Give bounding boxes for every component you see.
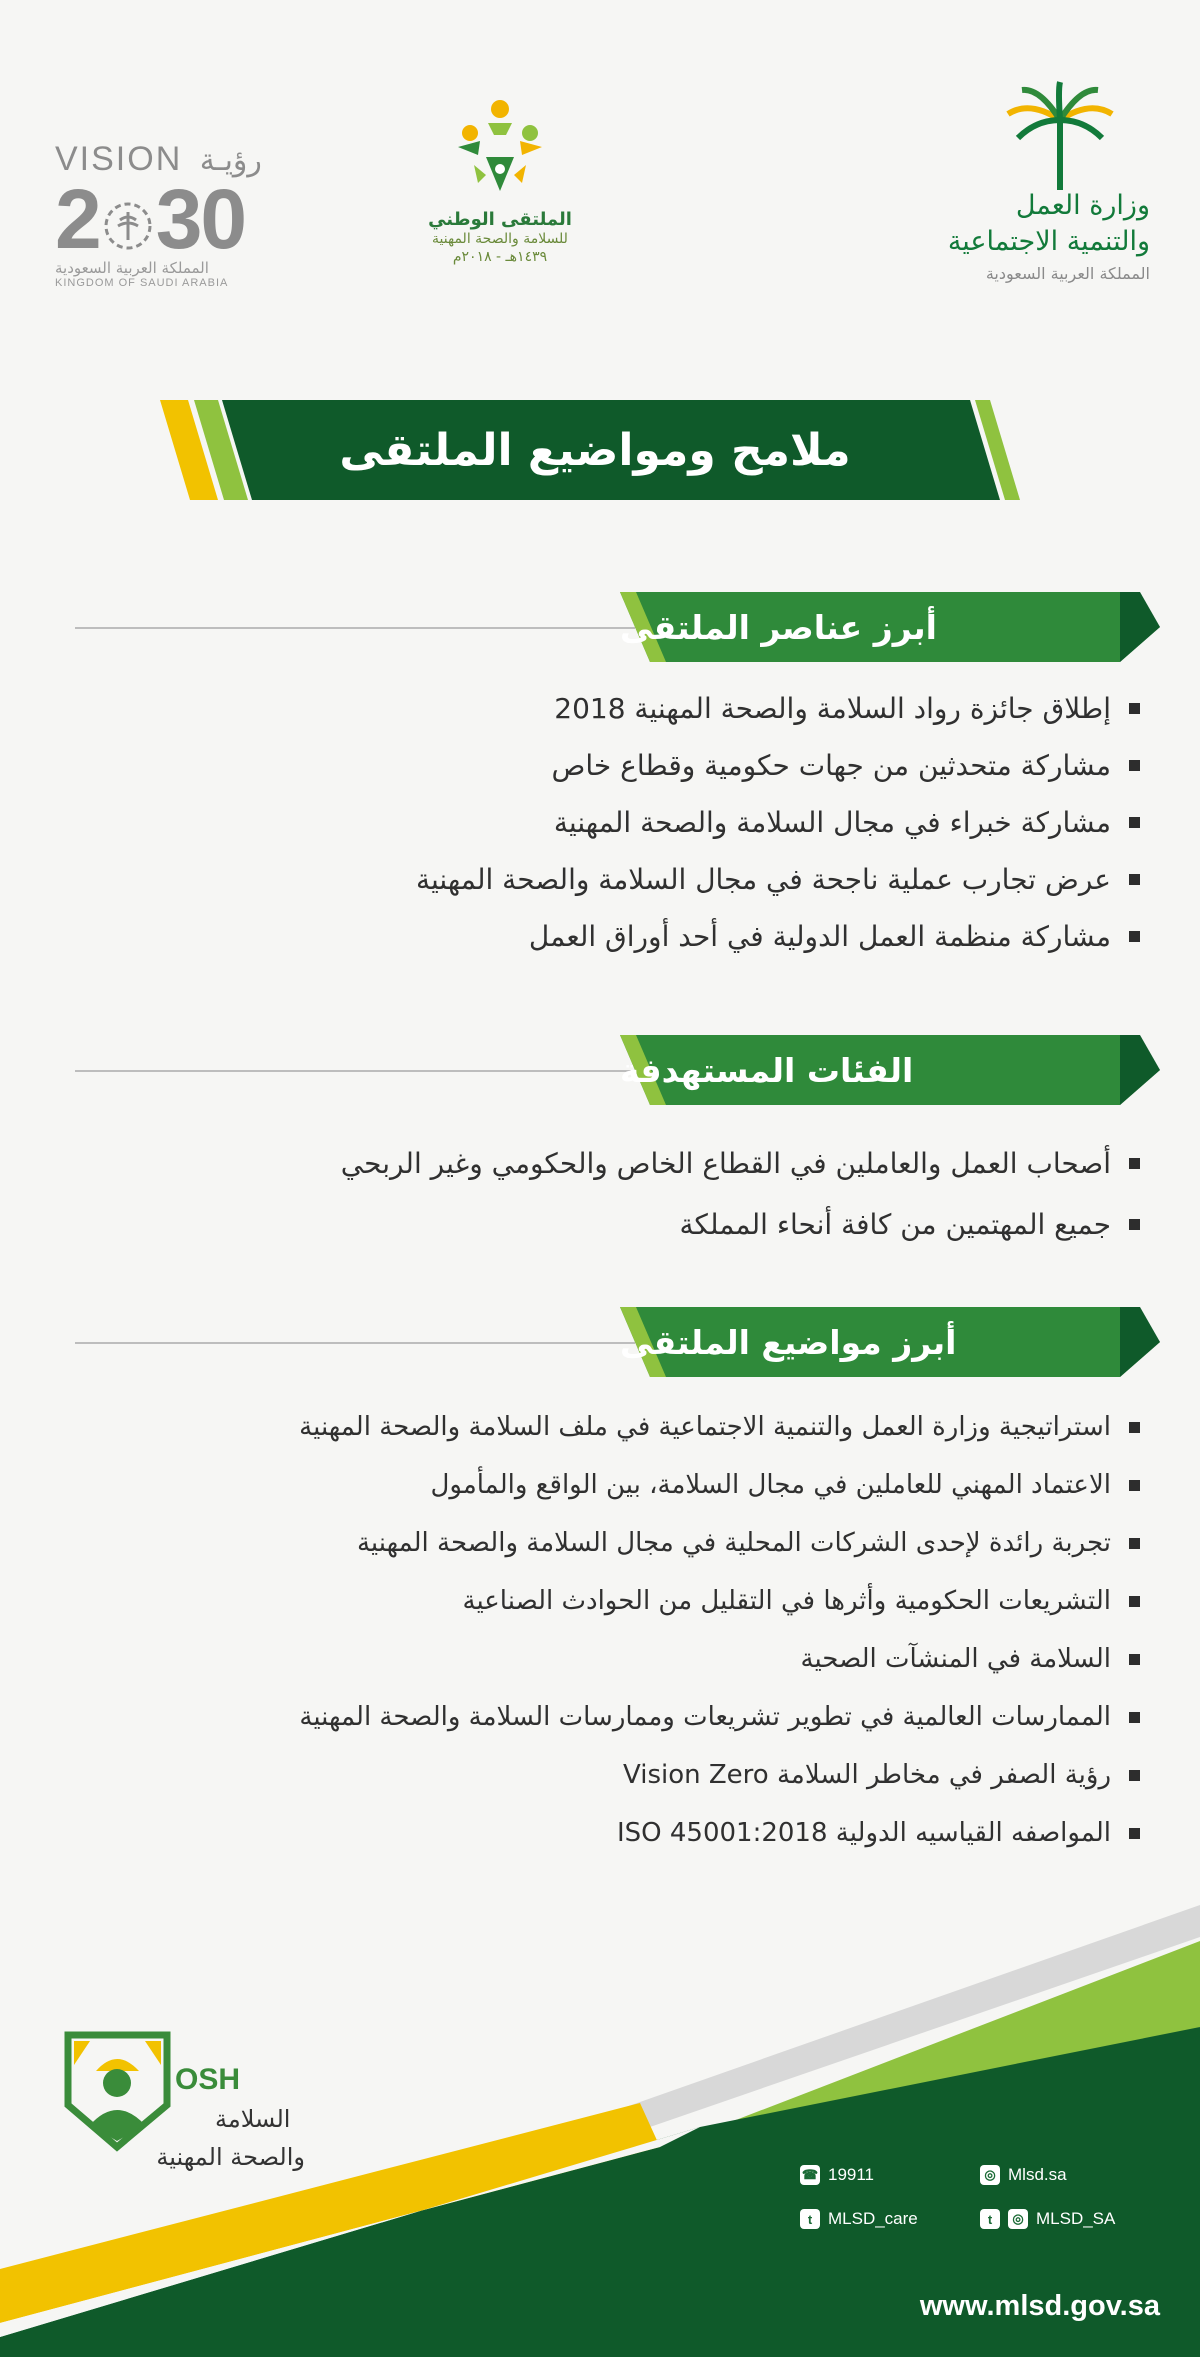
list-item-text: استراتيجية وزارة العمل والتنمية الاجتماعية في ملف السلامة والصحة المهنية bbox=[299, 1412, 1111, 1442]
forum-logo bbox=[355, 95, 645, 315]
forum-emblem-icon bbox=[430, 95, 570, 205]
contact-twitter-care[interactable] bbox=[800, 2209, 918, 2229]
topics-list bbox=[20, 1398, 1140, 1862]
list-item bbox=[20, 680, 1140, 737]
list-item-text: رؤية الصفر في مخاطر السلامة Vision Zero bbox=[623, 1760, 1111, 1790]
list-item bbox=[20, 1804, 1140, 1862]
list-item bbox=[20, 1398, 1140, 1456]
ministry-name-line2: والتنمية الاجتماعية bbox=[947, 226, 1150, 257]
list-item-text: التشريعات الحكومية وأثرها في التقليل من الحوادث الصناعية bbox=[462, 1586, 1111, 1616]
worker-shield-icon bbox=[60, 2025, 175, 2155]
bullet-square-icon bbox=[1129, 1219, 1140, 1230]
elements-list bbox=[20, 680, 1140, 965]
vision-word-ar: رؤيـة bbox=[199, 143, 262, 178]
audience-list bbox=[20, 1133, 1140, 1255]
instagram-icon: ◎ bbox=[1008, 2209, 1028, 2229]
section-title: أبرز مواضيع الملتقى bbox=[620, 1322, 957, 1362]
section-divider bbox=[75, 1070, 635, 1072]
twitter-care-handle: MLSD_care bbox=[828, 2209, 918, 2228]
website-link[interactable]: www.mlsd.gov.sa bbox=[919, 2290, 1160, 2322]
ministry-logo bbox=[850, 80, 1150, 320]
section-title: أبرز عناصر الملتقى bbox=[620, 607, 937, 647]
vision-year-right: 30 bbox=[155, 172, 246, 266]
list-item bbox=[20, 794, 1140, 851]
bullet-square-icon bbox=[1129, 1596, 1140, 1607]
list-item-text: المواصفه القياسيه الدولية ISO 45001:2018 bbox=[616, 1818, 1111, 1848]
forum-date: ١٤٣٩هـ - ٢٠١٨م bbox=[452, 249, 548, 265]
osh-line2: والصحة المهنية bbox=[156, 2143, 305, 2171]
list-item-text: مشاركة متحدثين من جهات حكومية وقطاع خاص bbox=[551, 749, 1111, 782]
ministry-country: المملكة العربية السعودية bbox=[985, 264, 1150, 283]
palm-emblem-icon bbox=[102, 200, 154, 252]
site-short: Mlsd.sa bbox=[1008, 2165, 1067, 2184]
vision-word: VISION bbox=[55, 140, 183, 178]
twitter-icon: t bbox=[980, 2209, 1000, 2229]
contact-phone[interactable] bbox=[800, 2165, 874, 2185]
list-item bbox=[20, 1572, 1140, 1630]
list-item bbox=[20, 1630, 1140, 1688]
section-title: الفئات المستهدفة bbox=[620, 1050, 914, 1090]
bullet-square-icon bbox=[1129, 1828, 1140, 1839]
contact-info bbox=[800, 2165, 1160, 2275]
bullet-square-icon bbox=[1129, 874, 1140, 885]
twitter-icon: t bbox=[800, 2209, 820, 2229]
bullet-square-icon bbox=[1129, 760, 1140, 771]
section-divider bbox=[75, 627, 635, 629]
main-banner bbox=[160, 400, 1030, 500]
ministry-name-line1: وزارة العمل bbox=[1015, 190, 1150, 221]
forum-title: الملتقى الوطني bbox=[428, 209, 572, 230]
section-header-elements bbox=[620, 592, 1160, 662]
list-item-text: أصحاب العمل والعاملين في القطاع الخاص والحكومي وغير الربحي bbox=[340, 1147, 1111, 1180]
list-item-text: مشاركة منظمة العمل الدولية في أحد أوراق العمل bbox=[528, 920, 1111, 953]
list-item bbox=[20, 1688, 1140, 1746]
section-header-audience bbox=[620, 1035, 1160, 1105]
bullet-square-icon bbox=[1129, 1422, 1140, 1433]
vision-year bbox=[55, 172, 315, 266]
instagram-icon: ◎ bbox=[980, 2165, 1000, 2185]
list-item-text: الممارسات العالمية في تطوير تشريعات وممارسات السلامة والصحة المهنية bbox=[299, 1702, 1111, 1732]
banner-title: ملامح ومواضيع الملتقى bbox=[339, 424, 851, 476]
bullet-square-icon bbox=[1129, 1654, 1140, 1665]
list-item bbox=[20, 1133, 1140, 1194]
bullet-square-icon bbox=[1129, 1538, 1140, 1549]
vision-year-left: 2 bbox=[55, 172, 100, 266]
phone-number: 19911 bbox=[828, 2165, 875, 2184]
vision-2030-logo bbox=[55, 140, 315, 310]
bullet-square-icon bbox=[1129, 931, 1140, 942]
phone-icon: ☎ bbox=[800, 2165, 820, 2185]
list-item bbox=[20, 851, 1140, 908]
osh-label: OSH bbox=[175, 2063, 241, 2096]
bullet-square-icon bbox=[1129, 1712, 1140, 1723]
social-handle: MLSD_SA bbox=[1036, 2209, 1116, 2228]
section-divider bbox=[75, 1342, 635, 1344]
list-item-text: تجربة رائدة لإحدى الشركات المحلية في مجال السلامة والصحة المهنية bbox=[356, 1528, 1111, 1558]
list-item bbox=[20, 1456, 1140, 1514]
bullet-square-icon bbox=[1129, 1480, 1140, 1491]
contact-site[interactable] bbox=[980, 2165, 1067, 2185]
list-item bbox=[20, 908, 1140, 965]
list-item bbox=[20, 1194, 1140, 1255]
contact-social[interactable] bbox=[980, 2209, 1115, 2229]
list-item-text: الاعتماد المهني للعاملين في مجال السلامة، بين الواقع والمأمول bbox=[430, 1470, 1111, 1500]
bullet-square-icon bbox=[1129, 703, 1140, 714]
list-item bbox=[20, 1746, 1140, 1804]
list-item-text: السلامة في المنشآت الصحية bbox=[800, 1644, 1111, 1674]
list-item-text: جميع المهتمين من كافة أنحاء المملكة bbox=[679, 1208, 1111, 1241]
list-item-text: عرض تجارب عملية ناجحة في مجال السلامة والصحة المهنية bbox=[415, 863, 1111, 896]
bullet-square-icon bbox=[1129, 1158, 1140, 1169]
list-item-text: إطلاق جائزة رواد السلامة والصحة المهنية 2018 bbox=[554, 692, 1111, 725]
vision-country-en: KINGDOM OF SAUDI ARABIA bbox=[55, 277, 229, 289]
section-header-topics bbox=[620, 1307, 1160, 1377]
palm-tree-icon bbox=[1000, 80, 1120, 190]
osh-line1: السلامة bbox=[215, 2105, 291, 2133]
vision-country-ar: المملكة العربية السعودية bbox=[55, 259, 209, 277]
list-item bbox=[20, 737, 1140, 794]
osh-logo bbox=[55, 1985, 305, 2215]
forum-subtitle: للسلامة والصحة المهنية bbox=[432, 231, 568, 247]
list-item-text: مشاركة خبراء في مجال السلامة والصحة المهنية bbox=[553, 806, 1111, 839]
bullet-square-icon bbox=[1129, 1770, 1140, 1781]
list-item bbox=[20, 1514, 1140, 1572]
bullet-square-icon bbox=[1129, 817, 1140, 828]
